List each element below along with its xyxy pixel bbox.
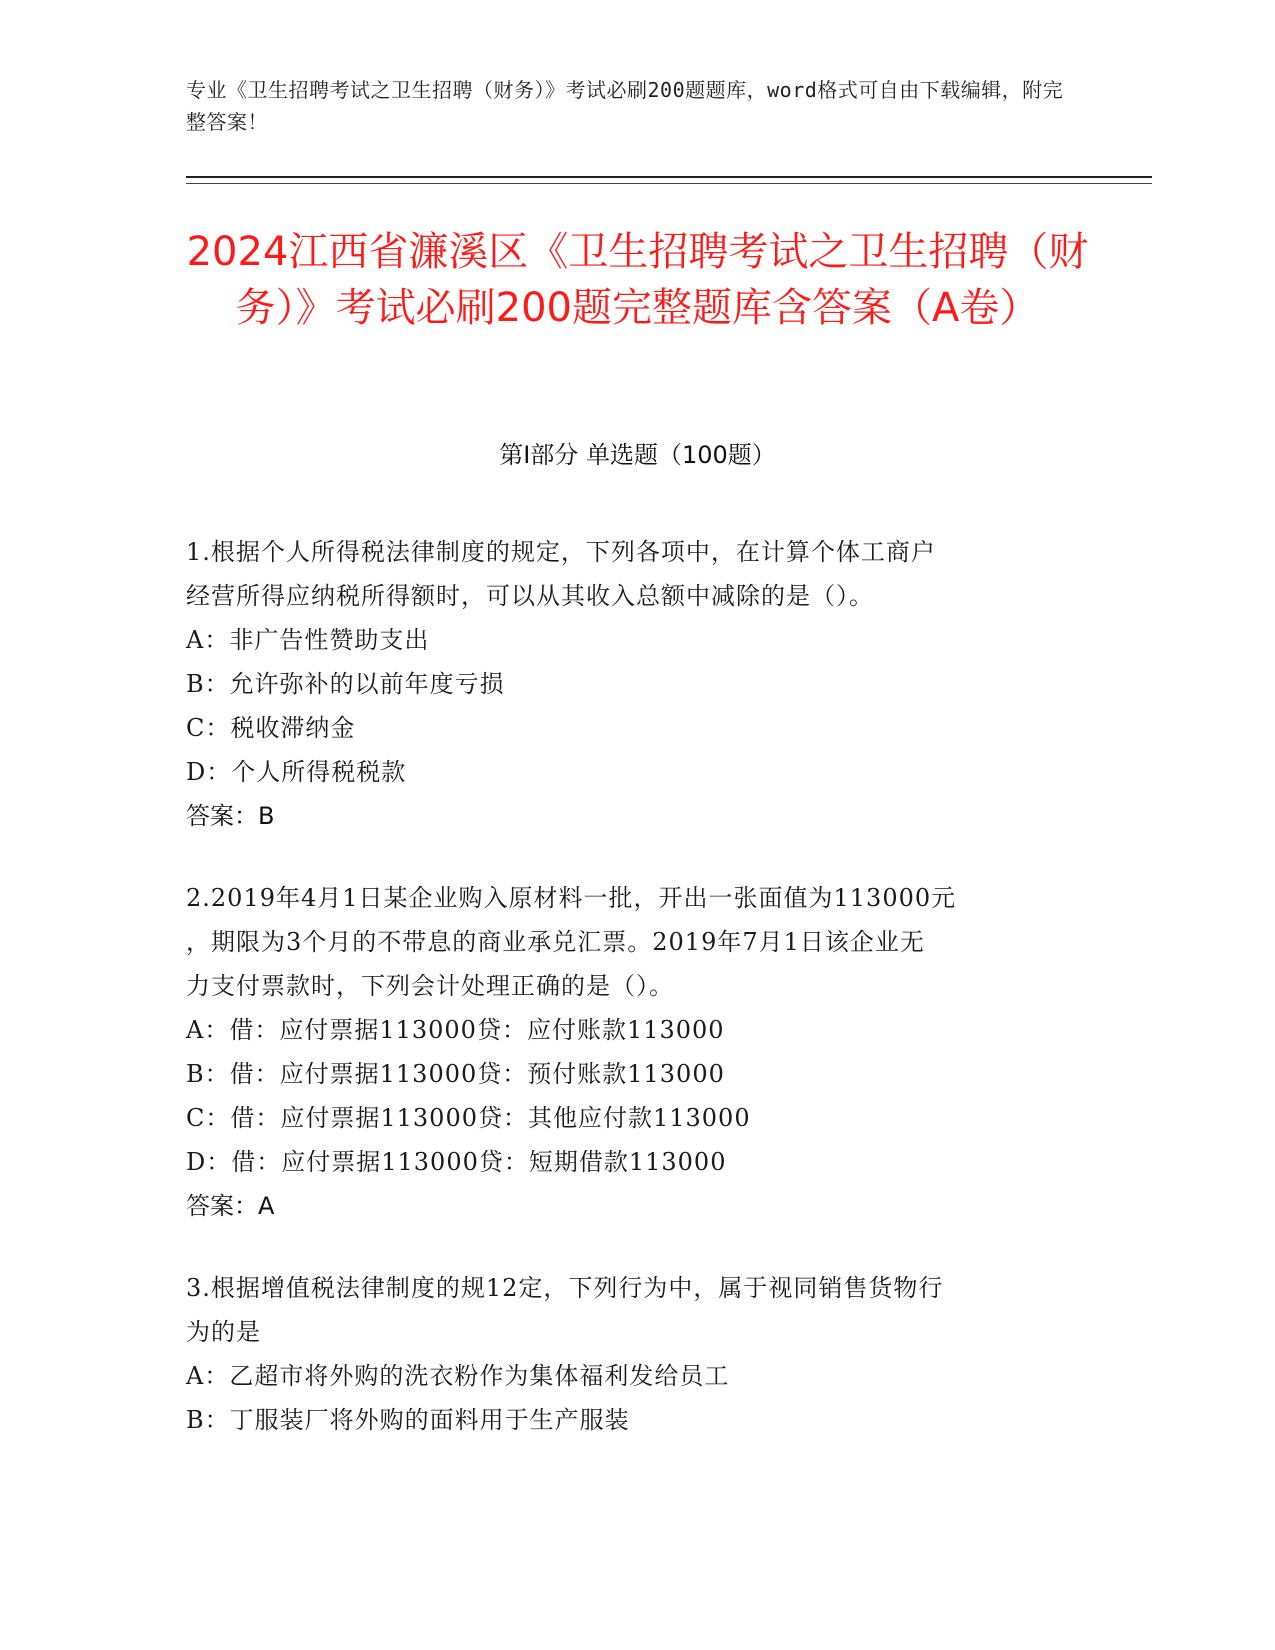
document-title: 2024江西省濂溪区《卫生招聘考试之卫生招聘（财务）》考试必刷200题完整题库含答案（A卷） <box>186 229 1089 331</box>
option-b: B：丁服装厂将外购的面料用于生产服装 <box>186 1406 630 1434</box>
option-b: B：借：应付票据113000贷：预付账款113000 <box>186 1060 725 1088</box>
answer: 答案：A <box>186 1192 275 1220</box>
question-stem: 1.根据个人所得税法律制度的规定，下列各项中，在计算个体工商户 经营所得应纳税所得额时，可以从其收入总额中减除的是（）。 <box>186 538 936 610</box>
option-c: C：税收滞纳金 <box>186 714 356 742</box>
option-c: C：借：应付票据113000贷：其他应付款113000 <box>186 1104 751 1132</box>
question-3 <box>186 1266 1086 1442</box>
header-divider-thin <box>186 183 1152 184</box>
option-b: B：允许弥补的以前年度亏损 <box>186 670 505 698</box>
question-list <box>186 530 1086 1480</box>
answer: 答案：B <box>186 802 275 830</box>
question-1 <box>186 530 1086 838</box>
header-note: 专业《卫生招聘考试之卫生招聘（财务）》考试必刷200题题库，word格式可自由下载编辑，附完整答案！ <box>186 78 1064 134</box>
section-title: 第Ⅰ部分 单选题（100题） <box>499 441 776 469</box>
option-a: A：非广告性赞助支出 <box>186 626 430 654</box>
option-d: D：个人所得税税款 <box>186 758 407 786</box>
option-d: D：借：应付票据113000贷：短期借款113000 <box>186 1148 727 1176</box>
question-stem: 3.根据增值税法律制度的规12定，下列行为中，属于视同销售货物行 为的是 <box>186 1274 944 1346</box>
question-2 <box>186 876 1086 1228</box>
header-divider-thick <box>186 176 1152 178</box>
option-a: A：乙超市将外购的洗衣粉作为集体福利发给员工 <box>186 1362 730 1390</box>
option-a: A：借：应付票据113000贷：应付账款113000 <box>186 1016 725 1044</box>
question-stem: 2.2019年4月1日某企业购入原材料一批，开出一张面值为113000元 ，期限为3个月的不带息的商业承兑汇票。2019年7月1日该企业无 力支付票款时，下列会计处理正确的是（）。 <box>186 884 957 1000</box>
